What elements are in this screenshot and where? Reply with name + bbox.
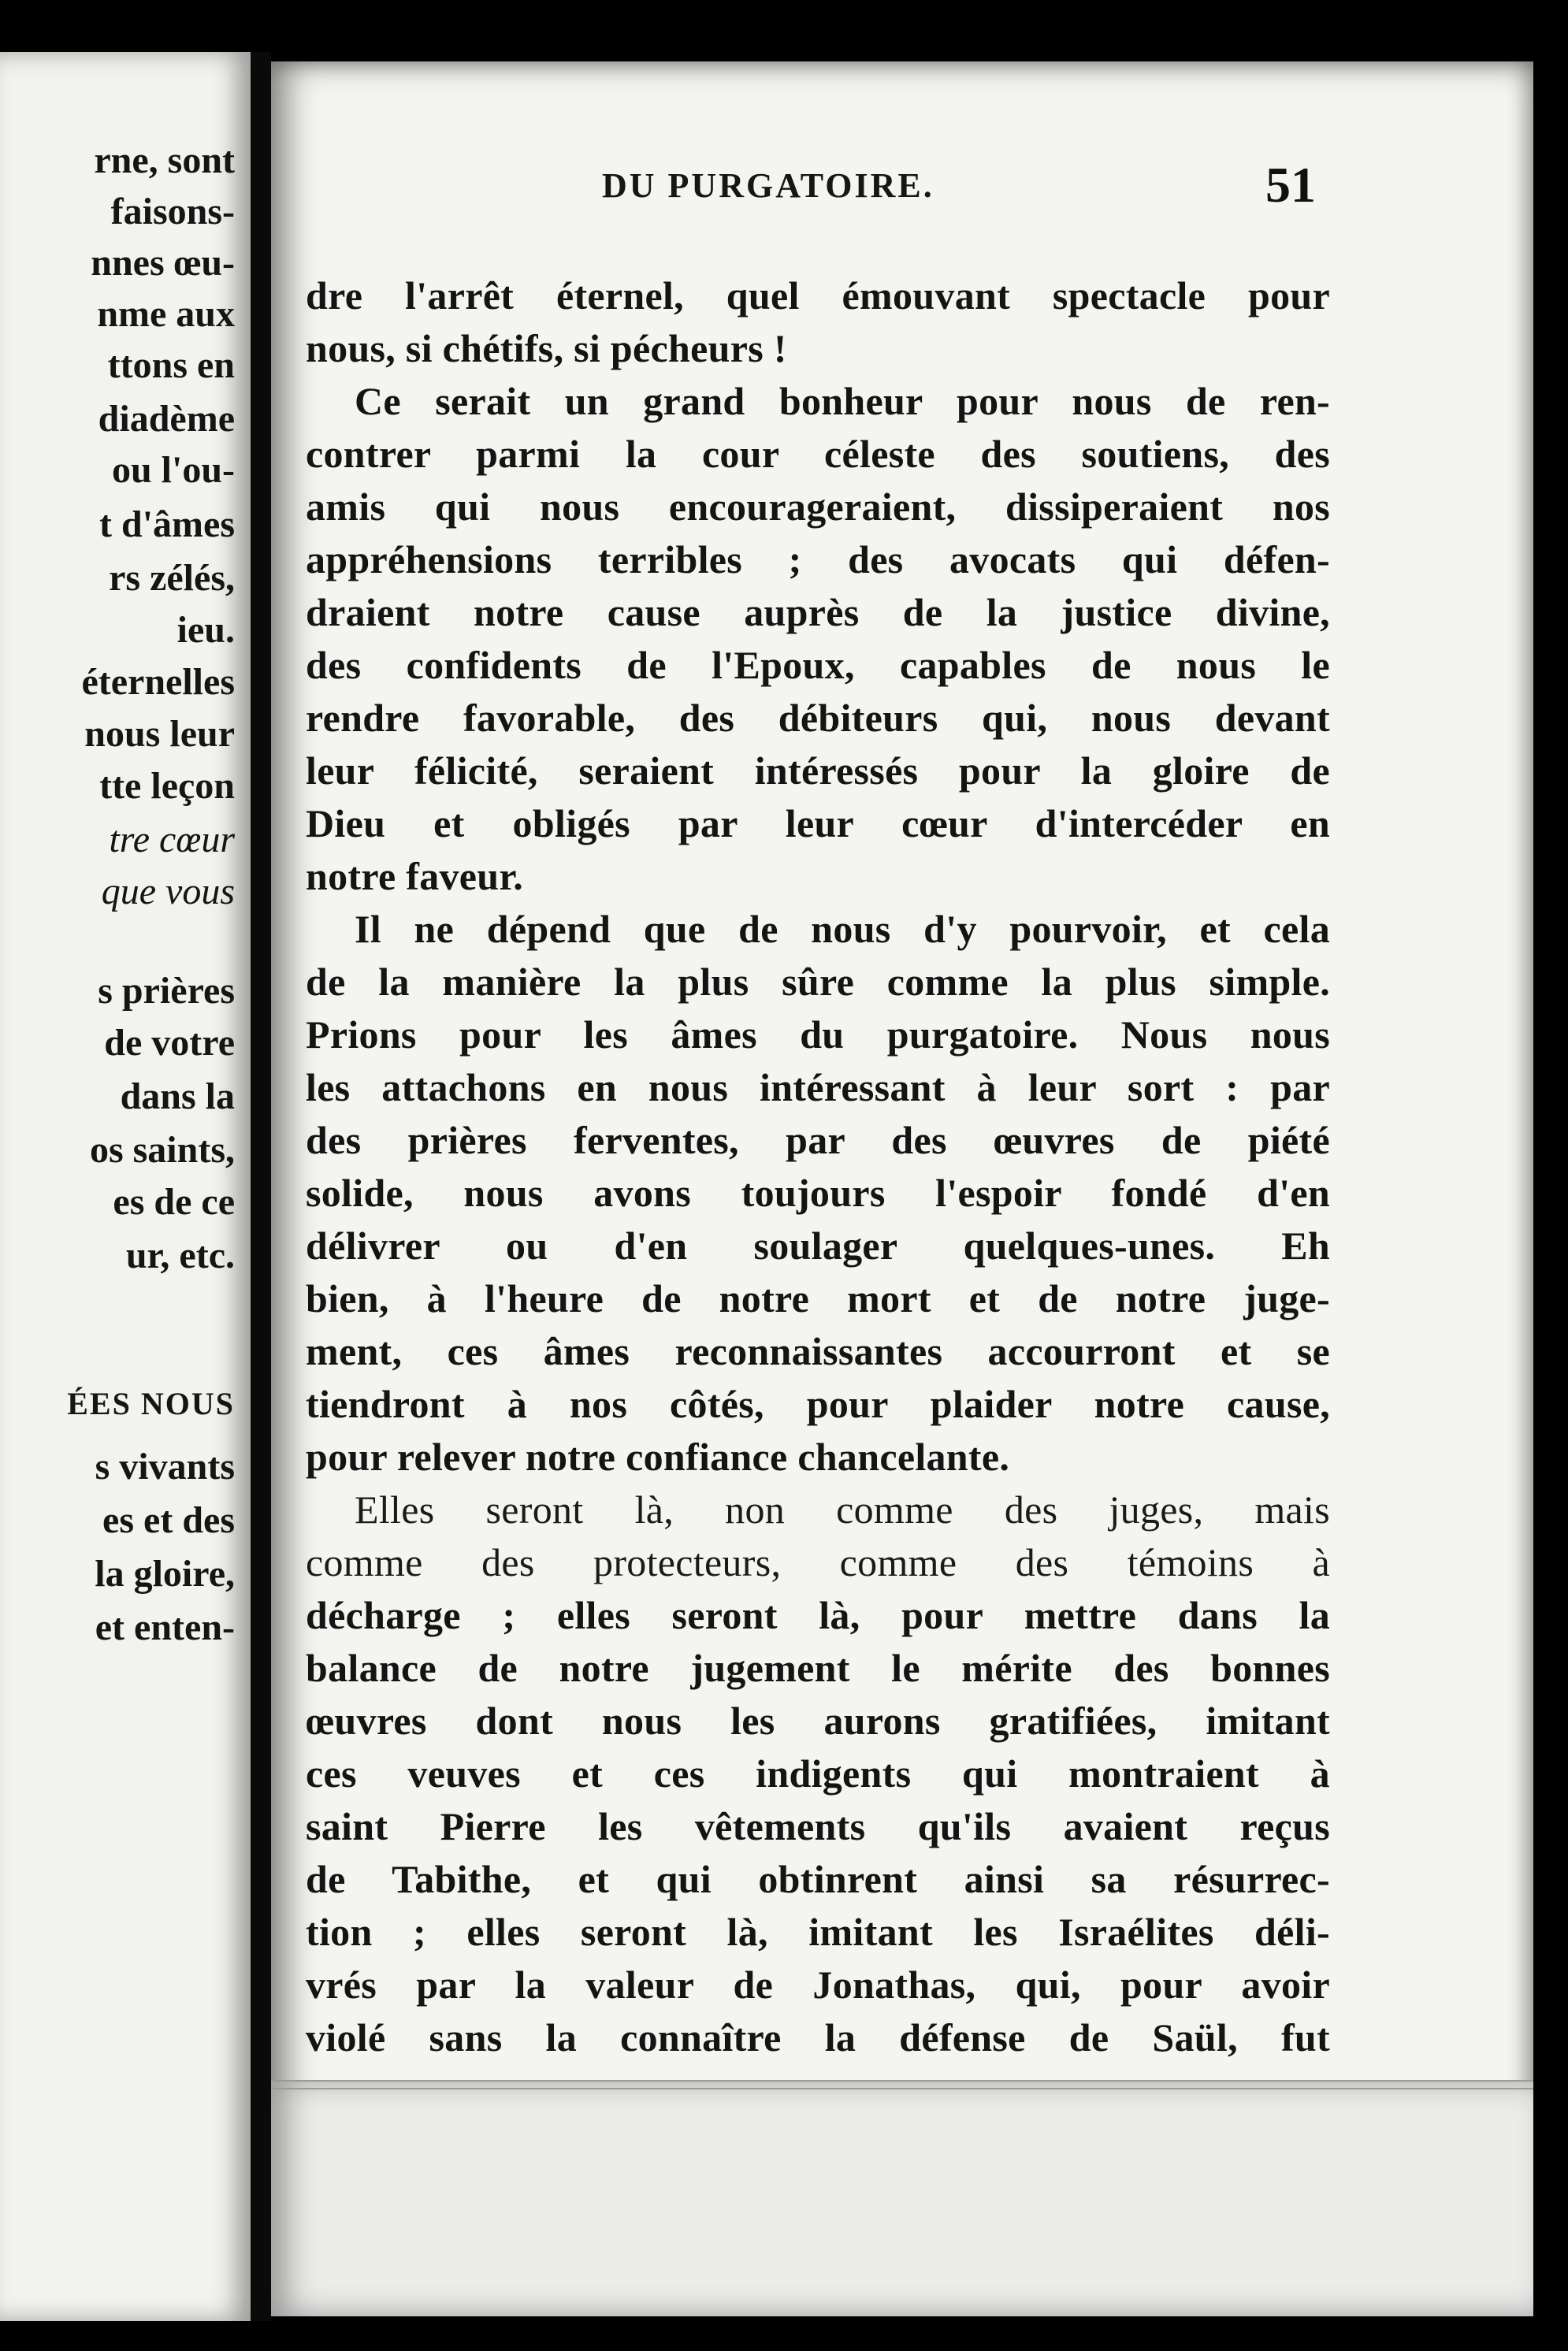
left-page-line: es de ce — [113, 1181, 235, 1223]
book-gutter — [251, 52, 271, 2321]
left-page-line: nnes œu- — [91, 242, 235, 284]
text-line: Elles seront là, non comme des juges, mais — [355, 1487, 1330, 1532]
left-page-line: la gloire, — [95, 1553, 235, 1595]
text-line: contrer parmi la cour céleste des soutiens, des — [306, 432, 1330, 476]
text-line: des prières ferventes, par des œuvres de piété — [306, 1118, 1330, 1162]
left-page-line: ur, etc. — [125, 1235, 235, 1276]
text-line: Il ne dépend que de nous d'y pourvoir, et cela — [355, 907, 1330, 951]
left-page-line: es et des — [102, 1499, 235, 1541]
left-page-line: tte leçon — [99, 765, 235, 807]
left-page-line: tre cœur — [109, 819, 235, 860]
left-page-line: os saints, — [89, 1129, 235, 1171]
text-line: ment, ces âmes reconnaissantes accourront et se — [306, 1329, 1330, 1373]
text-line: de Tabithe, et qui obtinrent ainsi sa résurrec- — [306, 1857, 1330, 1901]
body-text — [306, 269, 1330, 2064]
running-head: DU PURGATOIRE. — [602, 166, 934, 205]
page-edge-rule — [271, 2088, 1533, 2089]
text-line: tion ; elles seront là, imitant les Israélites déli- — [306, 1910, 1330, 1954]
page-bottom-margin — [271, 2080, 1533, 2316]
left-page-line: dans la — [120, 1075, 235, 1117]
text-line: Ce serait un grand bonheur pour nous de ren- — [355, 379, 1330, 423]
text-line: Prions pour les âmes du purgatoire. Nous nous — [306, 1012, 1330, 1057]
text-line: les attachons en nous intéressant à leur sort : par — [306, 1065, 1330, 1109]
text-line: bien, à l'heure de notre mort et de notre juge- — [306, 1276, 1330, 1320]
text-line: décharge ; elles seront là, pour mettre dans la — [306, 1593, 1330, 1637]
left-page-line: ieu. — [176, 609, 235, 651]
left-page-line: faisons- — [110, 191, 235, 232]
left-page-line: de votre — [104, 1022, 235, 1064]
page-edge-rule — [271, 2080, 1533, 2082]
text-line: balance de notre jugement le mérite des bonnes — [306, 1646, 1330, 1690]
text-line: Dieu et obligés par leur cœur d'intercéder en — [306, 801, 1330, 845]
left-page-line: nous leur — [84, 713, 235, 755]
text-line: draient notre cause auprès de la justice divine, — [306, 590, 1330, 634]
text-line: appréhensions terribles ; des avocats qui défen- — [306, 537, 1330, 581]
left-page-line: s prières — [98, 970, 235, 1012]
text-line: délivrer ou d'en soulager quelques-unes. Eh — [306, 1224, 1330, 1268]
left-page-line: nme aux — [97, 293, 235, 335]
left-page-line: s vivants — [95, 1446, 235, 1487]
text-line: leur félicité, seraient intéressés pour la gloire de — [306, 748, 1330, 793]
text-line: des confidents de l'Epoux, capables de nous le — [306, 643, 1330, 687]
left-page-line: ÉES NOUS — [67, 1386, 235, 1421]
text-line: œuvres dont nous les aurons gratifiées, imitant — [306, 1699, 1330, 1743]
left-page-line: éternelles — [81, 661, 235, 703]
left-page-line: rne, sont — [94, 139, 235, 181]
text-line: notre faveur. — [306, 854, 524, 898]
left-page-line: t d'âmes — [99, 503, 235, 545]
left-page-line: ou l'ou- — [111, 449, 235, 491]
text-line: violé sans la connaître la défense de Saül, fut — [306, 2015, 1330, 2059]
text-line: pour relever notre confiance chancelante. — [306, 1435, 1010, 1479]
text-line: saint Pierre les vêtements qu'ils avaient reçus — [306, 1804, 1330, 1848]
text-line: dre l'arrêt éternel, quel émouvant spectacle pour — [306, 273, 1330, 318]
text-line: comme des protecteurs, comme des témoins à — [306, 1540, 1330, 1584]
left-page-line: ttons en — [107, 344, 235, 386]
right-page — [271, 61, 1533, 2315]
text-line: solide, nous avons toujours l'espoir fondé d'en — [306, 1171, 1330, 1215]
left-page-line: et enten- — [95, 1606, 235, 1648]
left-page-fragment — [0, 52, 251, 2321]
text-line: tiendront à nos côtés, pour plaider notre cause, — [306, 1382, 1330, 1426]
text-line: ces veuves et ces indigents qui montraient à — [306, 1751, 1330, 1796]
text-line: nous, si chétifs, si pécheurs ! — [306, 326, 787, 370]
left-page-line: diadème — [98, 398, 235, 440]
text-line: vrés par la valeur de Jonathas, qui, pour avoir — [306, 1963, 1330, 2007]
page-number: 51 — [1265, 157, 1316, 213]
page-header — [271, 157, 1533, 228]
left-page-line: que vous — [101, 871, 235, 912]
left-page-line: rs zélés, — [109, 557, 235, 599]
text-line: de la manière la plus sûre comme la plus simple. — [306, 960, 1330, 1004]
text-line: rendre favorable, des débiteurs qui, nous devant — [306, 696, 1330, 740]
text-line: amis qui nous encourageraient, dissiperaient nos — [306, 485, 1330, 529]
